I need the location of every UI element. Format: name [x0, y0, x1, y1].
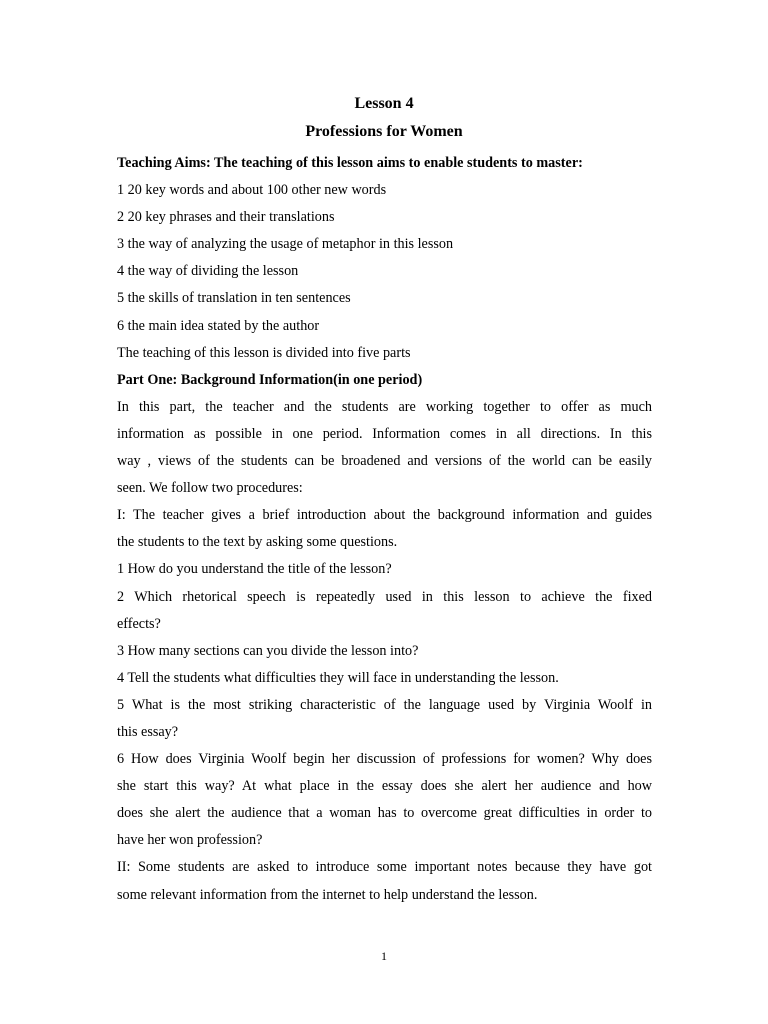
intro-paragraph-line: seen. We follow two procedures:: [117, 480, 303, 497]
procedure-one-line: the students to the text by asking some questions.: [117, 534, 398, 551]
procedure-one-line: I: The teacher gives a brief introduction about the background information and guides: [117, 507, 652, 524]
question-6-line: 6 How does Virginia Woolf begin her discussion of professions for women? Why does: [117, 751, 652, 768]
question-2-line: effects?: [117, 615, 161, 632]
procedure-two-line: some relevant information from the internet to help understand the lesson.: [117, 886, 538, 903]
part-one-heading: Part One: Background Information(in one period): [117, 371, 423, 388]
aim-item: 4 the way of dividing the lesson: [117, 263, 299, 280]
question-1: 1 How do you understand the title of the lesson?: [117, 561, 392, 578]
procedure-two-line: II: Some students are asked to introduce some important notes because they have got: [117, 859, 652, 876]
intro-paragraph-line: way , views of the students can be broadened and versions of the world can be easily: [117, 453, 652, 470]
lesson-title: Lesson 4: [354, 95, 414, 112]
teaching-aims-heading: Teaching Aims: The teaching of this lesson aims to enable students to master:: [117, 155, 583, 171]
question-5-line: this essay?: [117, 723, 179, 740]
aim-item: 5 the skills of translation in ten sentences: [117, 290, 351, 307]
division-note: The teaching of this lesson is divided into five parts: [117, 344, 411, 361]
question-6-line: she start this way? At what place in the essay does she alert her audience and how: [117, 778, 652, 795]
lesson-subtitle: Professions for Women: [305, 123, 463, 140]
aim-item: 2 20 key phrases and their translations: [117, 209, 335, 226]
aim-item: 1 20 key words and about 100 other new words: [117, 182, 387, 199]
intro-paragraph-line: In this part, the teacher and the students are working together to offer as much: [117, 398, 652, 415]
aim-item: 3 the way of analyzing the usage of metaphor in this lesson: [117, 236, 454, 253]
question-2-line: 2 Which rhetorical speech is repeatedly used in this lesson to achieve the fixed: [117, 588, 652, 605]
document-body: [117, 150, 652, 909]
question-5-line: 5 What is the most striking characteristic of the language used by Virginia Woolf in: [117, 696, 652, 713]
aim-item: 6 the main idea stated by the author: [117, 317, 320, 334]
question-6-line: have her won profession?: [117, 832, 263, 849]
question-6-line: does she alert the audience that a woman has to overcome great difficulties in order to: [117, 805, 652, 822]
question-3: 3 How many sections can you divide the lesson into?: [117, 642, 419, 659]
question-4: 4 Tell the students what difficulties they will face in understanding the lesson.: [117, 669, 559, 686]
intro-paragraph-line: information as possible in one period. Information comes in all directions. In this: [117, 425, 652, 442]
page-number: 1: [381, 949, 387, 963]
